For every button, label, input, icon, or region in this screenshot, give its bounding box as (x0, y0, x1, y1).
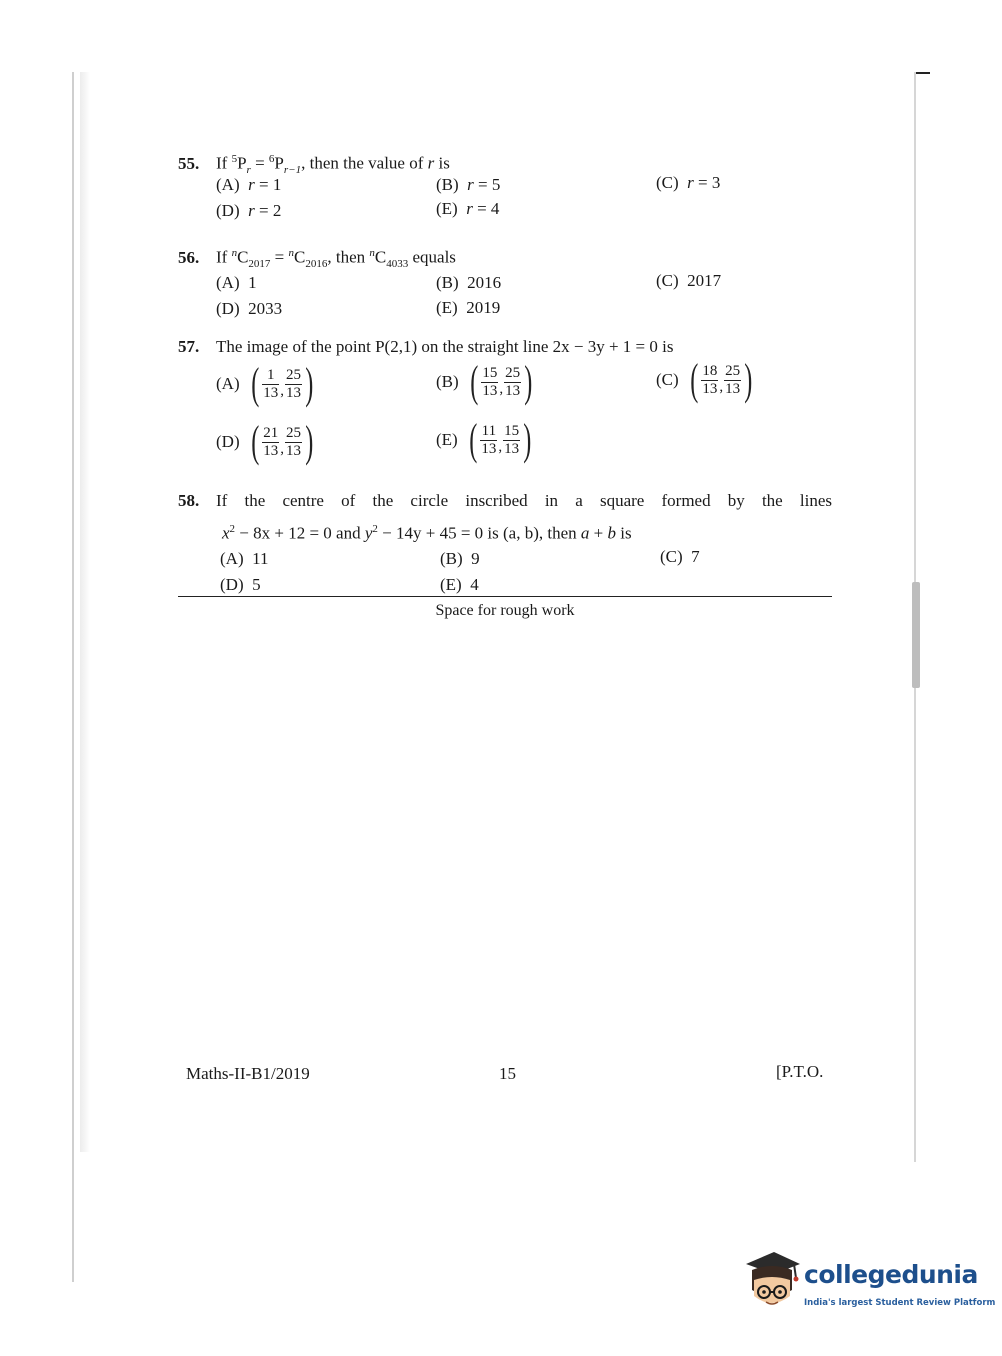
option-b: (B) 9 (440, 549, 480, 568)
option-b: (B) 2016 (436, 273, 502, 292)
logo-wordmark: collegedunia (804, 1260, 978, 1289)
scan-edge-left (72, 72, 74, 1282)
option-e: (E) r = 4 (436, 199, 500, 218)
option-c: (C) ( $\frac{18}{13}$ , $\frac{25}{13}$ ) (656, 355, 753, 404)
option-d: (D) 5 (220, 575, 261, 594)
question-stem: 55. If $^5P_r = ^6P_{r-1}$, then the value of r is (178, 153, 450, 177)
option-d: (D) ( $\frac{21}{13}$ , $\frac{25}{13}$ ) (216, 417, 314, 466)
question-stem: 57. The image of the point P(2,1) on the straight line 2x − 3y + 1 = 0 is (178, 337, 674, 356)
option-e: (E) ( $\frac{11}{13}$ , $\frac{15}{13}$ ) (436, 415, 532, 464)
question-number: 57. (178, 337, 200, 356)
paper-code: Maths-II-B1/2019 (186, 1064, 310, 1083)
option-a: (A) r = 1 (216, 175, 282, 194)
page-number: 15 (499, 1064, 516, 1083)
option-d: (D) r = 2 (216, 201, 282, 220)
question-number: 55. (178, 153, 200, 173)
option-d: (D) 2033 (216, 299, 283, 318)
option-b: (B) r = 5 (436, 175, 501, 194)
question-stem: 56. If $^nC_{2017} = ^nC_{2016}$, then $^nC_{4033}$ equals (178, 247, 456, 271)
question-stem-line-2: $x^2 - 8x + 12 = 0$ and $y^2 - 14y + 45 = 0$ is (a, b), then a + b is (222, 523, 632, 543)
option-c: (C) r = 3 (656, 173, 721, 192)
mascot-with-graduation-cap-icon (742, 1250, 804, 1316)
corner-mark (916, 72, 930, 74)
option-a: (A) ( $\frac{1}{13}$ , $\frac{25}{13}$ ) (216, 359, 314, 408)
option-a: (A) 1 (216, 273, 257, 292)
divider-rule (178, 596, 832, 597)
collegedunia-logo (742, 1250, 996, 1320)
logo-tagline: India's largest Student Review Platform (804, 1298, 996, 1308)
clip-shadow (912, 582, 920, 688)
scan-shadow (80, 72, 90, 1152)
pto-label: [P.T.O. (776, 1062, 824, 1081)
question-number: 58. (178, 491, 200, 510)
option-e: (E) 4 (440, 575, 479, 594)
option-b: (B) ( $\frac{15}{13}$ , $\frac{25}{13}$ ) (436, 357, 533, 406)
option-c: (C) 7 (660, 547, 700, 566)
question-stem: 58. If the centre of the circle inscribed in a square formed by the lines (178, 491, 832, 510)
option-a: (A) 11 (220, 549, 269, 568)
option-c: (C) 2017 (656, 271, 722, 290)
option-e: (E) 2019 (436, 298, 501, 317)
rough-work-label: Space for rough work (435, 602, 575, 619)
question-number: 56. (178, 247, 200, 267)
